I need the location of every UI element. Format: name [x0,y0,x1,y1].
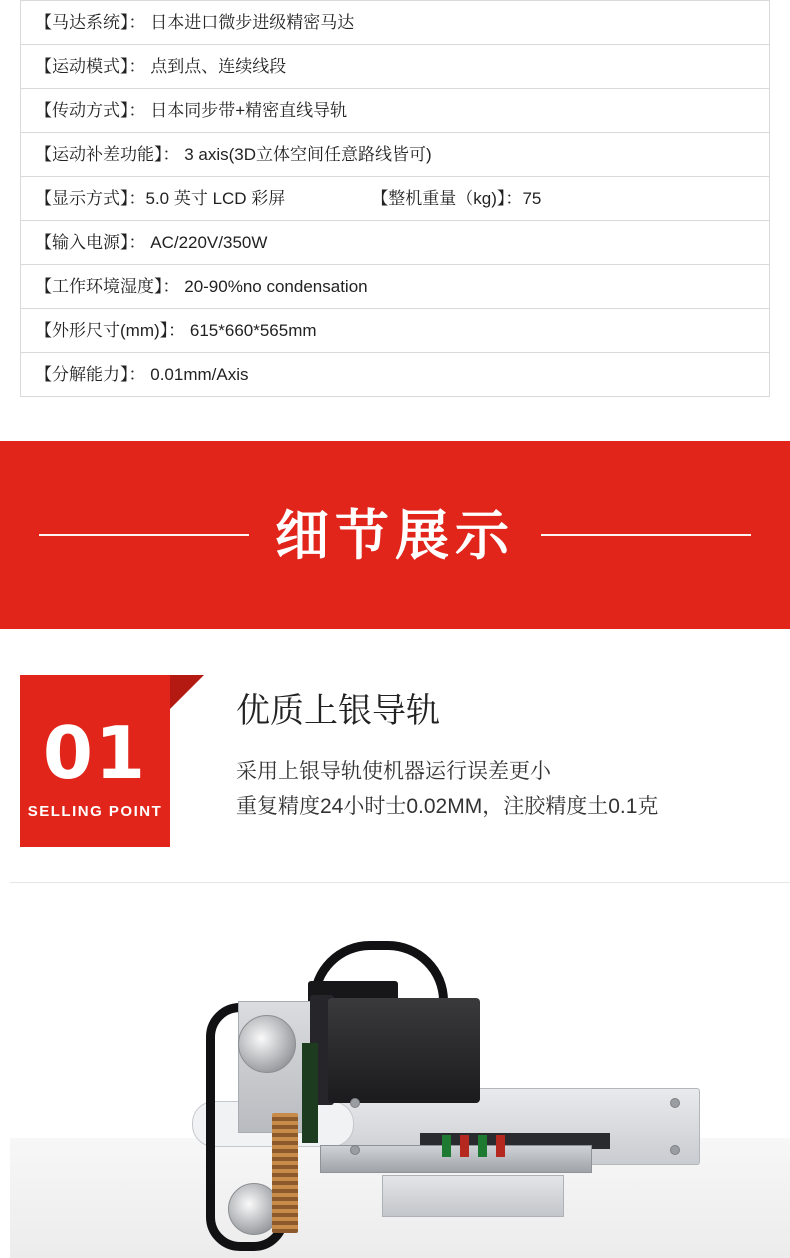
banner-title: 细节展示 [275,503,515,567]
spec-value: 0.01mm/Axis [150,364,249,384]
table-row [21,45,770,89]
screw-4 [670,1145,680,1155]
table-row [21,133,770,177]
spec-value: 日本进口微步进级精密马达 [150,12,355,32]
slider-plate [382,1175,564,1217]
table-row [21,265,770,309]
indicator-green-2 [478,1135,487,1157]
screw-2 [350,1145,360,1155]
specification-table [20,0,770,397]
linear-guide-rail [320,1145,592,1173]
spec-label: 【运动模式】： [35,56,146,76]
table-row [21,221,770,265]
banner-rule-left [39,534,249,536]
spec-value: 615*660*565mm [189,320,317,340]
table-row [21,177,770,221]
selling-point-sublabel: SELLING POINT [27,802,163,820]
spec-value: 点到点、连续线段 [150,56,287,76]
belt-pulley-top [238,1015,296,1073]
indicator-red-2 [496,1135,505,1157]
spec-cell [21,353,770,397]
screw-1 [350,1098,360,1108]
stepper-motor [328,998,480,1103]
spec-cell [21,221,770,265]
selling-point-number: 01 [42,710,148,795]
selling-point-text [170,675,658,825]
table-row [21,353,770,397]
circuit-board [302,1043,318,1143]
selling-point-line-2: 重复精度24小时士0.02MM，注胶精度土0.1克 [236,795,659,819]
spec-value-secondary: 75 [522,188,542,208]
spec-value: 20-90%no condensation [184,276,368,296]
spec-label-secondary: 【整机重量（kg)】： [371,188,523,208]
indicator-green-1 [442,1135,451,1157]
table-row [21,309,770,353]
product-photo [10,882,790,1258]
banner-inner [0,503,790,567]
spec-value: 日本同步带+精密直线导轨 [150,100,348,120]
section-banner [0,441,790,629]
spec-cell [21,89,770,133]
spec-cell [21,177,770,221]
spec-cell [21,1,770,45]
spec-table-section [0,0,790,397]
spec-cell [21,265,770,309]
selling-point-badge [20,675,170,847]
spec-label: 【输入电源】： [35,232,146,252]
table-row [21,1,770,45]
spec-value: AC/220V/350W [150,232,268,252]
spec-label: 【显示方式】： [35,188,146,208]
selling-point-section [0,675,790,860]
spec-label: 【马达系统】： [35,12,146,32]
spec-cell [21,309,770,353]
table-row [21,89,770,133]
screw-3 [670,1098,680,1108]
spec-value: 5.0 英寸 LCD 彩屏 [145,188,286,208]
spec-label: 【分解能力】： [35,364,146,384]
spec-label: 【外形尺寸(mm)】： [35,320,186,340]
indicator-red-1 [460,1135,469,1157]
selling-point-title: 优质上银导轨 [236,692,440,730]
spec-label: 【工作环境湿度】： [35,276,180,296]
selling-point-line-1: 采用上银导轨使机器运行误差更小 [236,759,551,783]
spec-label: 【运动补差功能】： [35,144,180,164]
spec-value: 3 axis(3D立体空间任意路线皆可) [184,144,432,164]
spec-label: 【传动方式】： [35,100,146,120]
spec-cell [21,133,770,177]
banner-rule-right [541,534,751,536]
spec-cell [21,45,770,89]
flexible-cable-chain [272,1113,298,1233]
